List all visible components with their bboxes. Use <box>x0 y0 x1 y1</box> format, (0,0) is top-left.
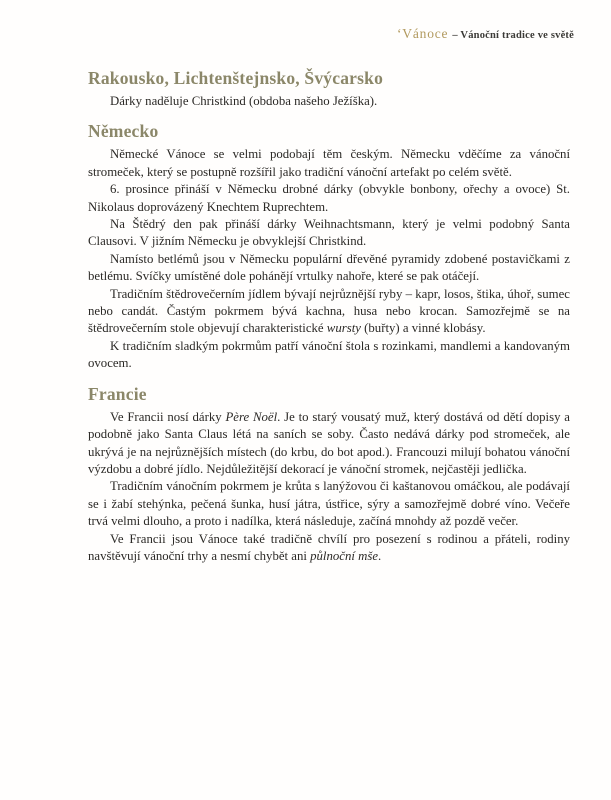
emphasized-text: půlnoční mše <box>310 548 378 563</box>
body-text: 6. prosince přináší v Německu drobné dárky (obvykle bonbony, ořechy a ovoce) St. Nikolaus doprovázený Knechtem Ruprechtem. <box>88 182 570 214</box>
body-text: Tradičním štědrovečerním jídlem bývají nejrůznější ryby – kapr, losos, štika, úhoř, sumec nebo candát. Častým pokrmem bývá kachna, husa nebo krocan. Samozřejmě se na štědrovečerním stole objevují charakteristické <box>88 286 570 336</box>
paragraph <box>88 286 570 338</box>
paragraph <box>88 409 570 479</box>
emphasized-text: Père Noël <box>225 409 278 424</box>
section <box>88 384 570 566</box>
body-text: . <box>378 548 382 563</box>
body-text: Namísto betlémů jsou v Německu populární dřevěné pyramidy zdobené postavičkami z betlému. Svíčky umístěné dole pohánějí vrtulky nahoře, které se pak otáčejí. <box>88 251 570 284</box>
body-text: Na Štědrý den pak přináší dárky Weihnachtsmann, který je velmi podobný Santa Clausovi. V jižním Německu je obvyklejší Christkind. <box>88 217 570 249</box>
brand-wordmark: ʻVánoce <box>397 26 449 41</box>
paragraph <box>88 146 570 181</box>
body-text: Dárky naděluje Christkind (obdoba našeho Ježíška). <box>110 94 378 108</box>
section-heading: Rakousko, Lichtenštejnsko, Švýcarsko <box>88 68 384 88</box>
sections-container <box>88 68 570 565</box>
section <box>88 68 570 110</box>
paragraph <box>88 93 570 110</box>
paragraph <box>88 251 570 286</box>
running-head <box>397 26 574 42</box>
body-text: Ve Francii nosí dárky <box>110 409 226 424</box>
paragraph <box>88 338 570 373</box>
section-heading: Francie <box>88 383 147 404</box>
emphasized-text: wursty <box>326 321 361 336</box>
section-heading: Německo <box>88 121 159 142</box>
paragraph <box>88 216 570 251</box>
running-head-title: – Vánoční tradice ve světě <box>452 30 574 41</box>
body-text: Ve Francii jsou Vánoce také tradičně chvílí pro posezení s rodinou a přáteli, rodiny navštěvují vánoční trhy a nesmí chybět ani <box>88 531 570 563</box>
paragraph <box>88 531 570 566</box>
page-content <box>88 68 570 565</box>
body-text: . Je to starý vousatý muž, který dostává od dětí dopisy a podobně jako Santa Claus létá na saních se soby. Často nedává dárky pod stromeček, ale ukrývá je na nejrůznějších místech (do krbu, do bot apod.). Francouzi milují bohatou vánoční výzdobu a dobré jídlo. Nejdůležitější dekorací je vánoční stromek, nejčastěji jedlička. <box>88 409 570 476</box>
paragraph <box>88 181 570 216</box>
body-text: K tradičním sladkým pokrmům patří vánoční štola s rozinkami, mandlemi a kandovaným ovocem. <box>88 338 570 371</box>
section <box>88 121 570 372</box>
body-text: (buřty) a vinné klobásy. <box>360 321 486 336</box>
body-text: Tradičním vánočním pokrmem je krůta s lanýžovou či kaštanovou omáčkou, ale podávají se i žabí stehýnka, pečená šunka, husí játra, ústřice, sýry a samozřejmě dobré víno. Večeře trvá velmi dlouho, a proto i nadílka, která následuje, začíná mnohdy až pozdě večer. <box>88 479 570 529</box>
paragraph <box>88 478 570 530</box>
body-text: Německé Vánoce se velmi podobají těm českým. Německu vděčíme za vánoční stromeček, který se postupně rozšířil jako tradiční vánoční artefakt po celém světě. <box>88 147 570 179</box>
